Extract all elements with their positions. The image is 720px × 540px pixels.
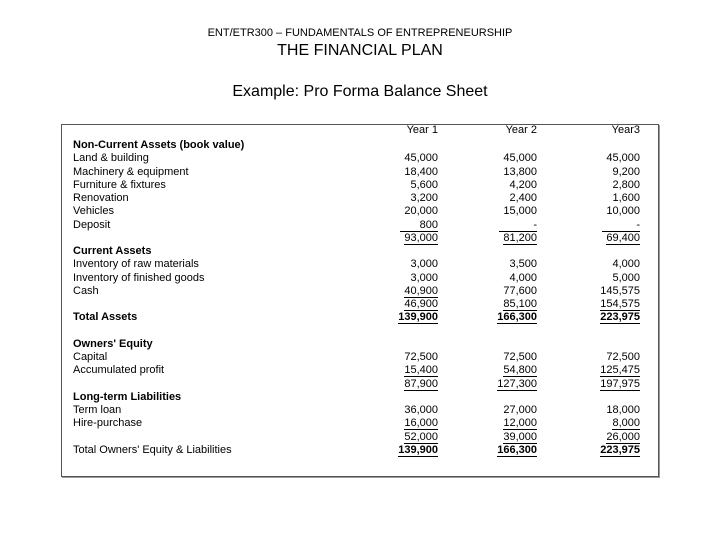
row-label: Total Assets [73, 311, 138, 324]
row-value [348, 152, 438, 165]
row-value [447, 431, 537, 444]
row-label: Deposit [73, 218, 111, 231]
value-text: 5,600 [410, 178, 438, 191]
value-text: 81,200 [503, 231, 537, 244]
row-value [348, 192, 438, 205]
row-value [550, 378, 640, 391]
row-value [550, 258, 640, 271]
row-value [447, 179, 537, 192]
row-label: Cash [73, 284, 99, 297]
value-text: 16,000 [404, 417, 438, 430]
value-text: 3,500 [509, 258, 537, 271]
value-text: 39,000 [503, 430, 537, 443]
value-text: 166,300 [497, 443, 537, 456]
value-text: 77,600 [503, 284, 537, 297]
value-text: 27,000 [503, 404, 537, 416]
table-row [0, 272, 720, 285]
row-label: Total Owners' Equity & Liabilities [73, 443, 232, 456]
row-value [550, 351, 640, 364]
row-label: Accumulated profit [73, 364, 165, 377]
row-value [348, 378, 438, 391]
table-row [0, 325, 720, 338]
value-text: 45,000 [503, 152, 537, 165]
row-value [447, 404, 537, 417]
value-text: 87,900 [404, 377, 438, 390]
value-text: 1,600 [612, 192, 640, 204]
row-value [348, 417, 438, 430]
row-value [348, 272, 438, 285]
row-value [348, 232, 438, 245]
value-text: 15,400 [404, 364, 438, 377]
value-text: 46,900 [404, 298, 438, 310]
value-text: 223,975 [600, 311, 640, 324]
row-value [550, 272, 640, 285]
value-text: 4,200 [509, 178, 537, 191]
table-row [0, 232, 720, 245]
table-row [0, 378, 720, 391]
row-value [447, 152, 537, 165]
table-row [0, 139, 720, 152]
row-value [550, 364, 640, 377]
value-text: 127,300 [497, 377, 537, 390]
value-text: 93,000 [404, 231, 438, 244]
row-value [550, 152, 640, 165]
table-row [0, 404, 720, 417]
table-row [0, 311, 720, 324]
row-label: Owners' Equity [73, 337, 153, 350]
value-text: 72,500 [606, 351, 640, 363]
row-value [447, 232, 537, 245]
table-row [0, 431, 720, 444]
table-row [0, 285, 720, 298]
row-value [447, 417, 537, 430]
row-label: Hire-purchase [73, 417, 143, 430]
row-value [550, 311, 640, 324]
value-text: 54,800 [503, 364, 537, 377]
row-value [447, 311, 537, 324]
course-title: ENT/ETR300 – FUNDAMENTALS OF ENTREPRENEURSHIP [207, 27, 513, 39]
row-value [447, 205, 537, 218]
table-row [0, 219, 720, 232]
row-value [550, 298, 640, 311]
value-text: 12,000 [503, 417, 537, 430]
row-value [348, 285, 438, 298]
table-row [0, 298, 720, 311]
row-label: Capital [73, 351, 108, 363]
table-row [0, 364, 720, 377]
row-value [348, 179, 438, 192]
value-text: 72,500 [503, 351, 537, 363]
row-value [550, 285, 640, 298]
table-row [0, 258, 720, 271]
value-text: 26,000 [606, 430, 640, 443]
table-row [0, 166, 720, 179]
row-value [550, 192, 640, 205]
value-text: 145,575 [600, 284, 640, 297]
value-text: - [499, 220, 537, 232]
row-value [348, 431, 438, 444]
row-value [348, 364, 438, 377]
value-text: 154,575 [600, 298, 640, 310]
row-value [447, 351, 537, 364]
row-value [447, 444, 537, 457]
value-text: 3,000 [410, 258, 438, 271]
row-value [447, 364, 537, 377]
row-value [550, 166, 640, 179]
table-row [0, 245, 720, 258]
table-row [0, 179, 720, 192]
row-label: Vehicles [73, 205, 114, 218]
value-text: 8,000 [612, 417, 640, 430]
row-label: Furniture & fixtures [73, 178, 166, 191]
row-value [348, 444, 438, 457]
table-row [0, 152, 720, 165]
row-value [550, 219, 640, 232]
value-text: 45,000 [606, 152, 640, 165]
row-label: Non-Current Assets (book value) [73, 139, 245, 151]
row-value [550, 179, 640, 192]
row-value [447, 285, 537, 298]
value-text: 139,900 [398, 311, 438, 324]
row-value [550, 444, 640, 457]
value-text: 223,975 [600, 443, 640, 456]
row-value [550, 404, 640, 417]
value-text: 139,900 [398, 443, 438, 456]
value-text: 85,100 [503, 298, 537, 310]
row-value [447, 192, 537, 205]
value-text: 197,975 [600, 377, 640, 390]
row-value [550, 232, 640, 245]
value-text: 36,000 [404, 404, 438, 416]
table-row [0, 338, 720, 351]
value-text: 125,475 [600, 364, 640, 377]
row-value [447, 298, 537, 311]
value-text: 69,400 [606, 231, 640, 244]
row-value [550, 205, 640, 218]
page-subtitle: Example: Pro Forma Balance Sheet [232, 83, 488, 100]
row-value [447, 272, 537, 285]
value-text: 4,000 [509, 271, 537, 284]
value-text: 2,400 [509, 192, 537, 204]
value-text: 4,000 [612, 258, 640, 271]
row-value [348, 404, 438, 417]
value-text: 40,900 [404, 284, 438, 297]
row-value [447, 378, 537, 391]
row-label: Long-term Liabilities [73, 390, 182, 403]
row-value [348, 205, 438, 218]
row-value [348, 298, 438, 311]
row-value [447, 258, 537, 271]
value-text: 18,400 [404, 165, 438, 178]
value-text: 3,200 [410, 192, 438, 204]
row-value [348, 351, 438, 364]
value-text: 52,000 [404, 430, 438, 443]
row-label: Renovation [73, 192, 129, 204]
row-value [550, 431, 640, 444]
value-text: 20,000 [404, 205, 438, 218]
row-value [447, 219, 537, 232]
column-header-year1: Year 1 [406, 124, 438, 136]
row-label: Inventory of raw materials [73, 258, 199, 271]
table-row [0, 351, 720, 364]
value-text: - [602, 220, 640, 232]
value-text: 5,000 [612, 271, 640, 284]
row-label: Land & building [73, 152, 149, 165]
value-text: 166,300 [497, 311, 537, 324]
page-title: THE FINANCIAL PLAN [277, 42, 443, 59]
table-row [0, 205, 720, 218]
table-row [0, 444, 720, 457]
table-row [0, 417, 720, 430]
row-label: Current Assets [73, 245, 152, 257]
row-label: Term loan [73, 404, 122, 416]
row-value [348, 219, 438, 232]
row-value [348, 258, 438, 271]
value-text: 13,800 [503, 165, 537, 178]
row-label: Inventory of finished goods [73, 271, 205, 284]
value-text: 15,000 [503, 205, 537, 218]
value-text: 45,000 [404, 152, 438, 165]
value-text: 72,500 [404, 351, 438, 363]
value-text: 2,800 [612, 178, 640, 191]
row-value [447, 166, 537, 179]
column-header-year2: Year 2 [505, 124, 537, 136]
row-value [348, 311, 438, 324]
row-value [550, 417, 640, 430]
value-text: 800 [400, 220, 438, 232]
table-row [0, 192, 720, 205]
row-label: Machinery & equipment [73, 165, 189, 178]
value-text: 3,000 [410, 271, 438, 284]
column-header-year3: Year3 [611, 124, 640, 136]
table-row [0, 391, 720, 404]
row-value [348, 166, 438, 179]
value-text: 10,000 [606, 205, 640, 218]
value-text: 18,000 [606, 404, 640, 416]
value-text: 9,200 [612, 165, 640, 178]
